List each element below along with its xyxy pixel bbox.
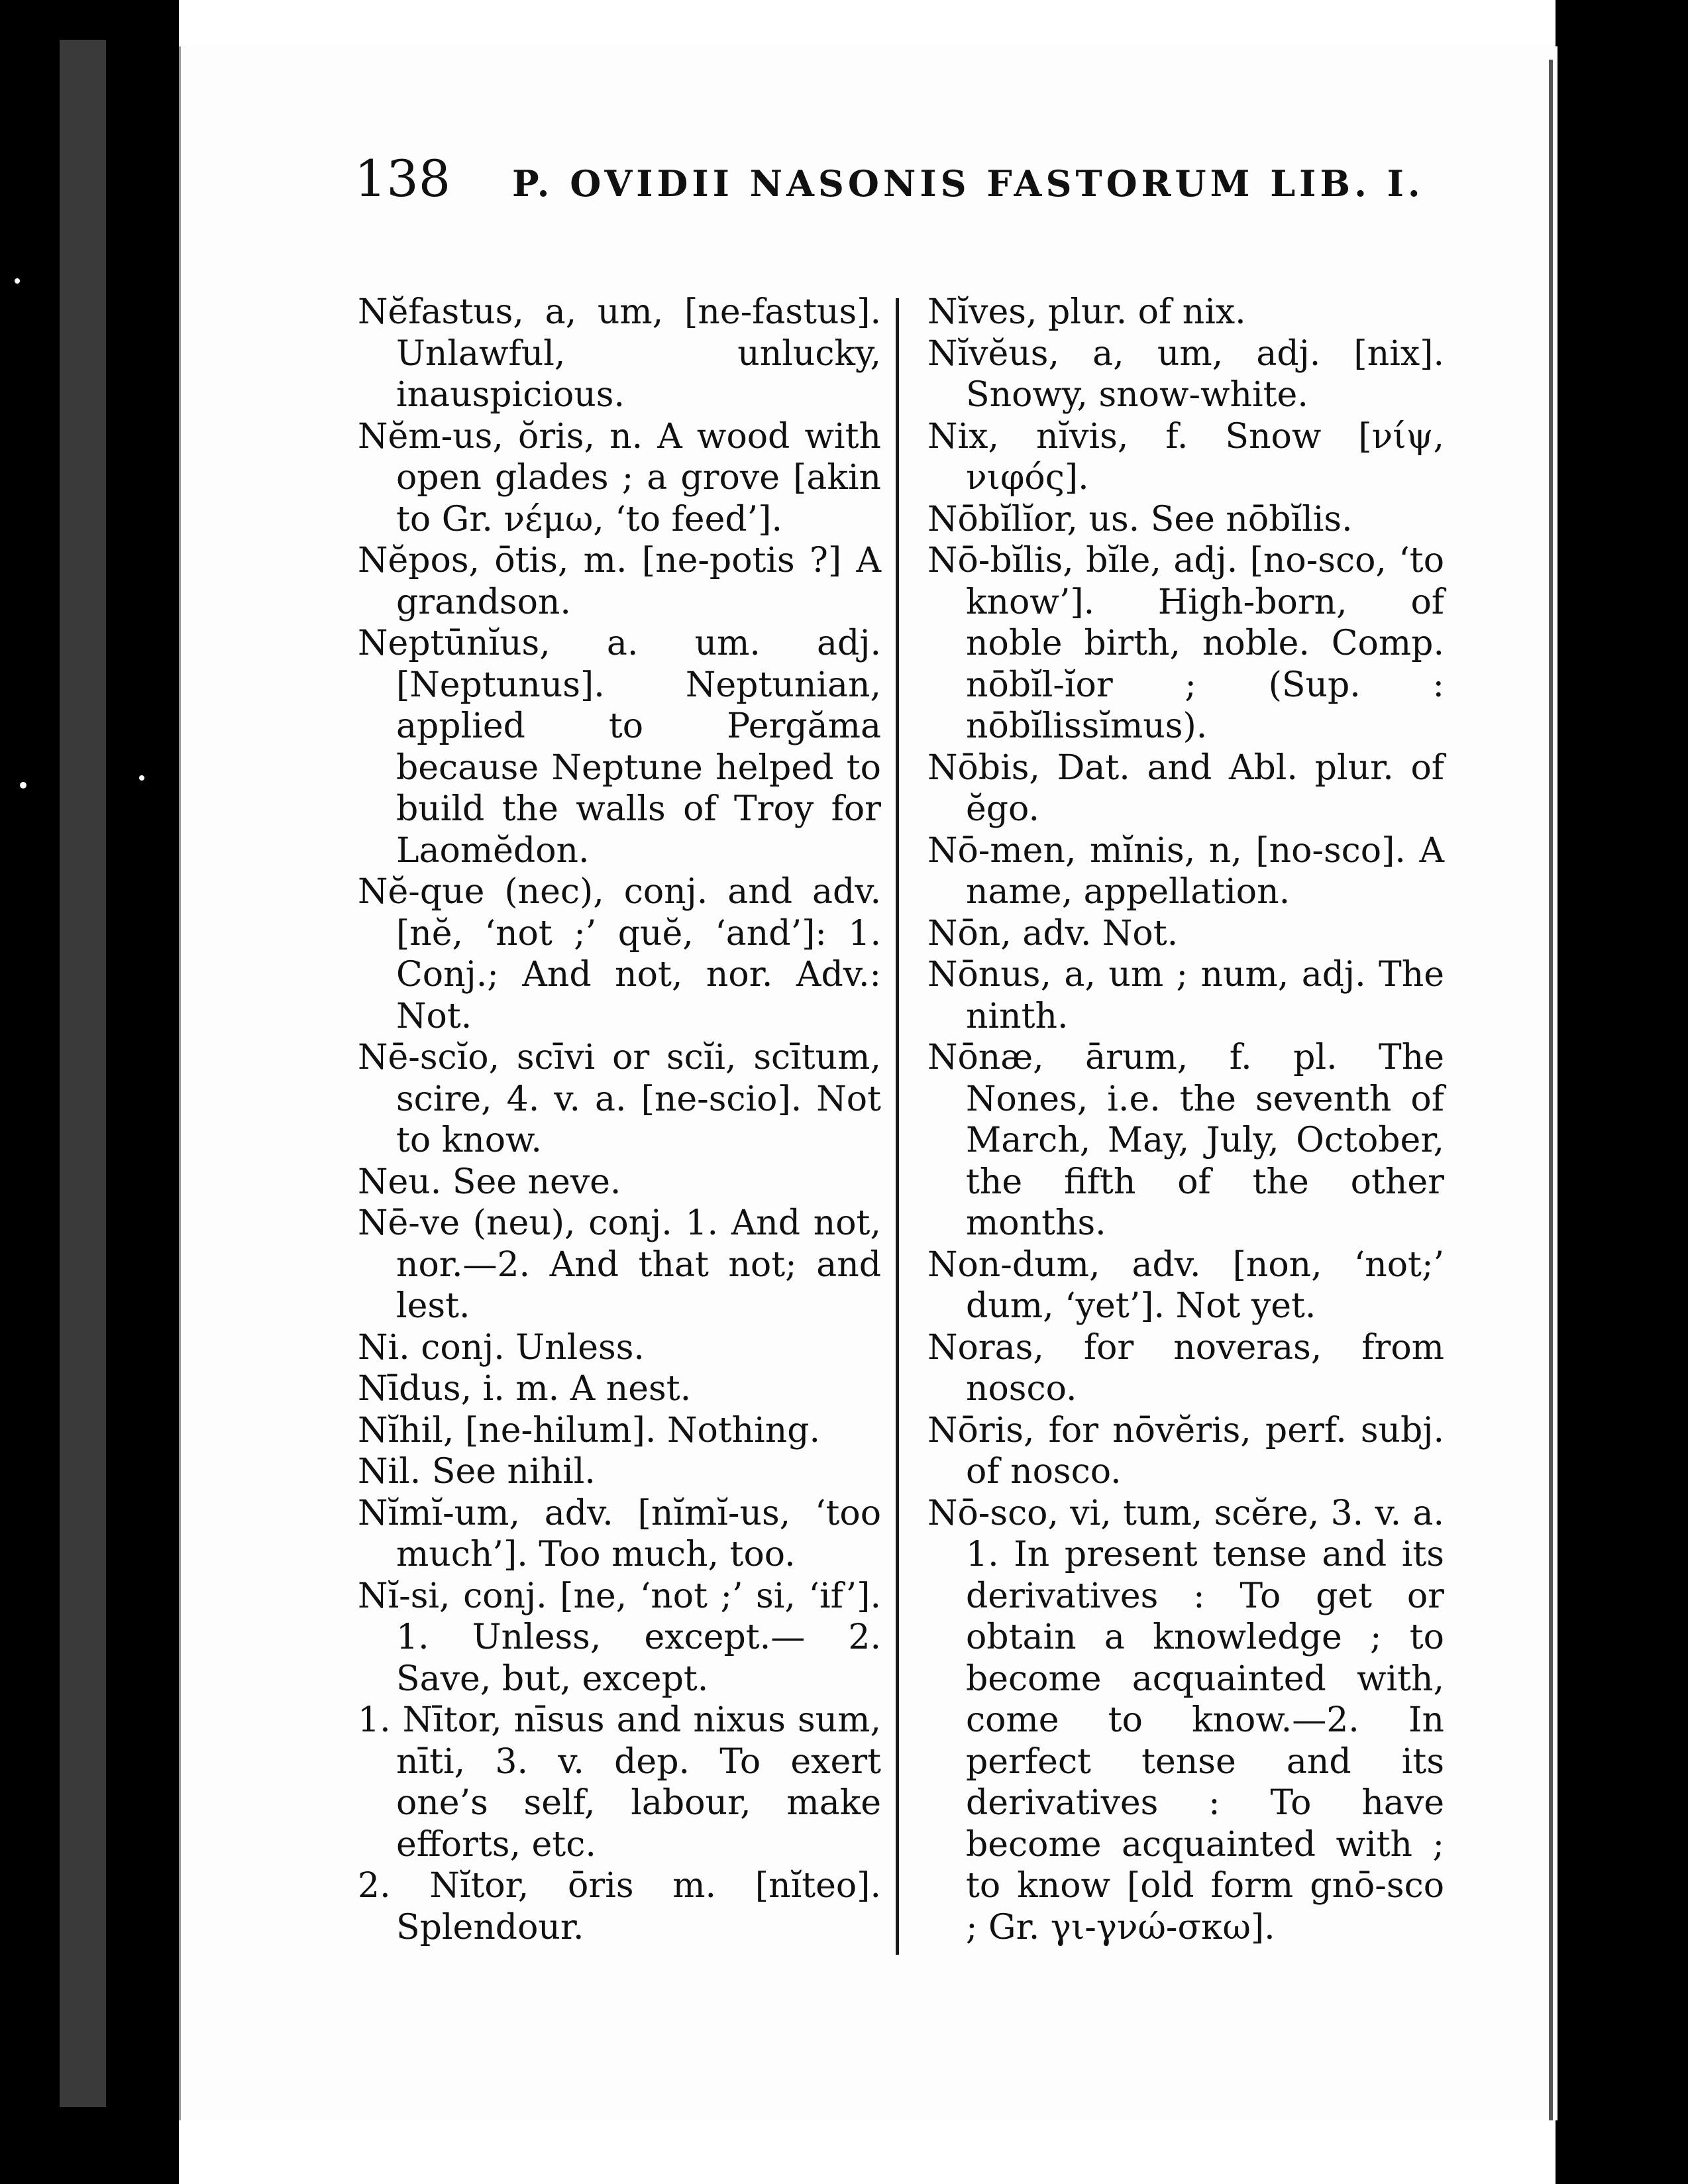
dictionary-entry: Nĕm-us, ŏris, n. A wood with open glades ; a grove [akin to Gr. νέμω, ‘to feed’]. bbox=[358, 416, 881, 539]
right-column bbox=[927, 292, 1444, 1948]
book-spine-left bbox=[0, 0, 179, 2184]
dictionary-entry: 2. Nĭtor, ōris m. [nĭteo]. Splendour. bbox=[358, 1866, 881, 1947]
dictionary-entry: Nōnæ, ārum, f. pl. The Nones, i.e. the seventh of March, May, July, October, the fifth of the other months. bbox=[927, 1038, 1444, 1243]
dictionary-entry: Nōn, adv. Not. bbox=[927, 913, 1179, 954]
dictionary-entry: Nīdus, i. m. A nest. bbox=[358, 1369, 692, 1409]
running-title: P. OVIDII NASONIS FASTORUM LIB. I. bbox=[512, 162, 1424, 205]
dictionary-entry: Noras, for noveras, from nosco. bbox=[927, 1327, 1444, 1409]
column-divider bbox=[896, 298, 899, 1955]
page-edge-rule bbox=[1549, 60, 1553, 2120]
dictionary-entry: Nĭ-si, conj. [ne, ‘not ;’ si, ‘if’]. 1. Unless, except.— 2. Save, but, except. bbox=[358, 1576, 881, 1699]
dictionary-entry: Neptūnĭus, a. um. adj. [Neptunus]. Neptunian, applied to Pergăma because Neptune helped to build the walls of Troy for Laomĕdon. bbox=[358, 624, 881, 871]
dictionary-entry: Nil. See nihil. bbox=[358, 1452, 596, 1492]
spine-edge bbox=[60, 40, 106, 2107]
scan-speck bbox=[139, 775, 144, 781]
dictionary-entry: 1. Nītor, nīsus and nixus sum, nīti, 3. v. dep. To exert one’s self, labour, make efforts, etc. bbox=[358, 1700, 881, 1865]
dictionary-entry: Nĕ-que (nec), conj. and adv. [nĕ, ‘not ;’ quĕ, ‘and’]: 1. Conj.; And not, nor. Adv.: Not. bbox=[358, 872, 881, 1036]
dictionary-entry: Nix, nĭvis, f. Snow [νίψ, νιφός]. bbox=[927, 416, 1444, 498]
dictionary-entry: Nōbis, Dat. and Abl. plur. of ĕgo. bbox=[927, 747, 1444, 829]
dictionary-entry: Nōnus, a, um ; num, adj. The ninth. bbox=[927, 955, 1444, 1036]
dictionary-entry: Neu. See neve. bbox=[358, 1162, 621, 1202]
page-number: 138 bbox=[354, 149, 451, 208]
dictionary-entry: Nō-bĭlis, bĭle, adj. [no-sco, ‘to know’]. High-born, of noble birth, noble. Comp. nōbĭl-ĭor ; (Sup. : nōbĭlissĭmus). bbox=[927, 541, 1444, 746]
dictionary-entry: Nō-sco, vi, tum, scĕre, 3. v. a. 1. In present tense and its derivatives : To get or obtain a knowledge ; to become acquainted with, come to know.—2. In perfect tense and its derivatives : To have become acquainted with ; to know [old form gnō-sco ; Gr. γι-γνώ-σκω]. bbox=[927, 1493, 1444, 1947]
dictionary-entry: Nōbĭlĭor, us. See nōbĭlis. bbox=[927, 499, 1353, 539]
book-spine-right bbox=[1556, 0, 1688, 2184]
dictionary-entry: Nĭmĭ-um, adv. [nĭmĭ-us, ‘too much’]. Too much, too. bbox=[358, 1493, 881, 1574]
dictionary-entry: Nĭhil, [ne-hilum]. Nothing. bbox=[358, 1410, 821, 1450]
page-header bbox=[354, 149, 1424, 222]
scan-speck bbox=[15, 278, 20, 284]
dictionary-entry: Nē-ve (neu), conj. 1. And not, nor.—2. And that not; and lest. bbox=[358, 1203, 881, 1326]
dictionary-entry: Nĭvĕus, a, um, adj. [nix]. Snowy, snow-white. bbox=[927, 333, 1444, 415]
dictionary-entry: Nĕpos, ōtis, m. [ne-potis ?] A grandson. bbox=[358, 541, 881, 622]
dictionary-entry: Nĭves, plur. of nix. bbox=[927, 292, 1246, 332]
dictionary-entry: Nĕfastus, a, um, [ne-fastus]. Unlawful, unlucky, inauspicious. bbox=[358, 292, 881, 415]
scan-speck bbox=[20, 782, 26, 789]
dictionary-entry: Nō-men, mĭnis, n, [no-sco]. A name, appellation. bbox=[927, 830, 1444, 912]
dictionary-entry: Ni. conj. Unless. bbox=[358, 1327, 645, 1368]
dictionary-entry: Non-dum, adv. [non, ‘not;’ dum, ‘yet’]. Not yet. bbox=[927, 1244, 1444, 1326]
left-column bbox=[358, 292, 881, 1948]
dictionary-entry: Nōris, for nōvĕris, perf. subj. of nosco. bbox=[927, 1410, 1444, 1492]
dictionary-entry: Nē-scĭo, scīvi or scĭi, scītum, scire, 4. v. a. [ne-scio]. Not to know. bbox=[358, 1038, 881, 1160]
